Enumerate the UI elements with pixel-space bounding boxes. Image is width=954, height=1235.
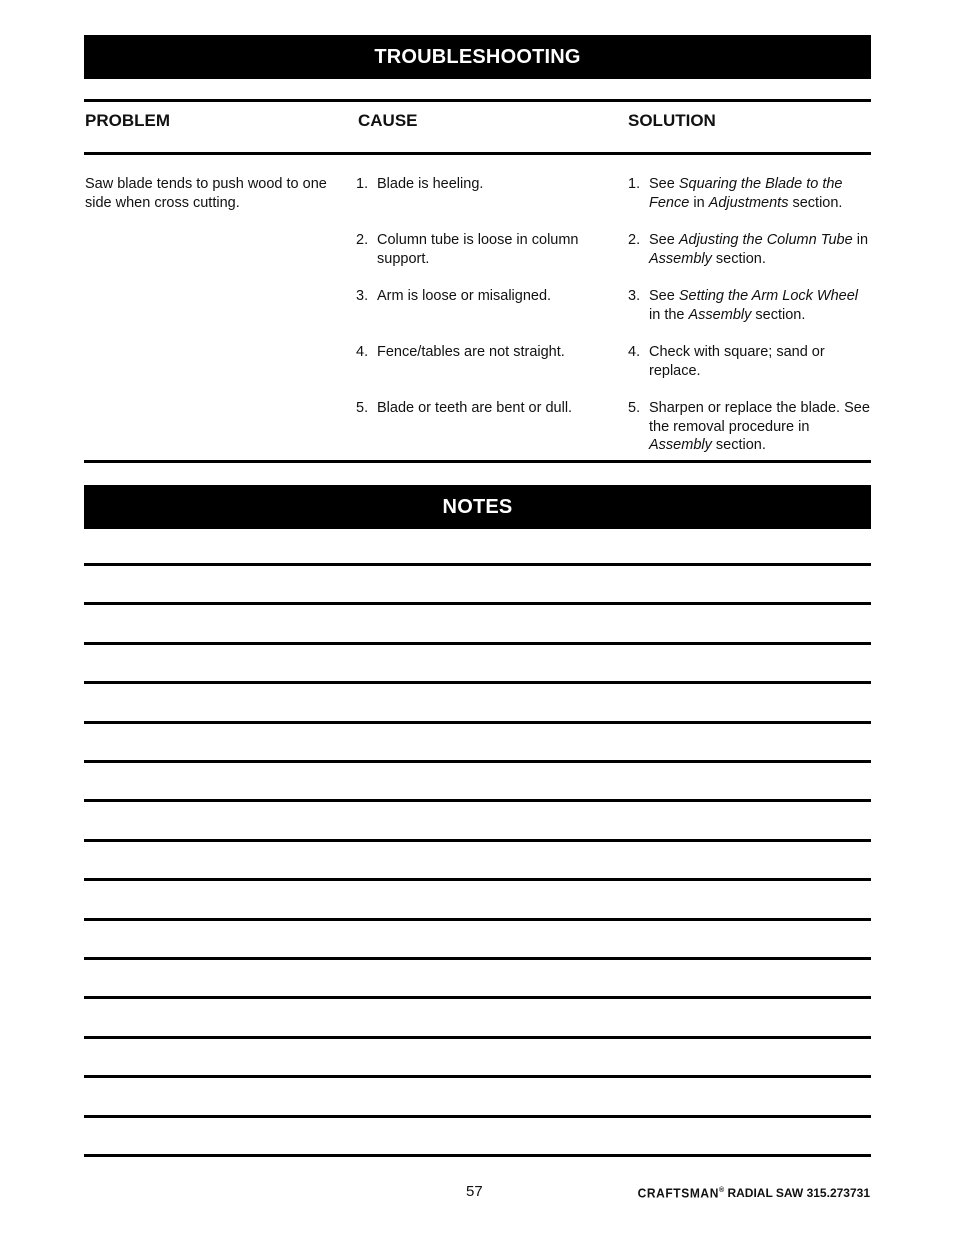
footer-brand [638,1186,870,1200]
solution-number: 2. [628,232,641,248]
note-line [84,1036,871,1039]
note-line [84,839,871,842]
solution-text: See Squaring the Blade to the Fence in Adjustments section. [649,176,843,211]
solution-text: See Setting the Arm Lock Wheel in the Assembly section. [649,288,859,323]
note-line [84,996,871,999]
note-line [84,760,871,763]
solution-number: 4. [628,344,641,360]
note-line [84,602,871,605]
registered-mark: ® [718,1187,725,1194]
note-line [84,878,871,881]
solution-text: Check with square; sand or replace. [649,344,825,379]
solution-number: 5. [628,400,641,416]
note-line [84,1075,871,1078]
troubleshooting-title: TROUBLESHOOTING [374,46,581,68]
note-line [84,681,871,684]
cause-text: Fence/tables are not straight. [377,344,565,360]
solution-number: 1. [628,176,641,192]
solution-number: 3. [628,288,641,304]
note-line [84,918,871,921]
solution-text: Sharpen or replace the blade. See the removal procedure in Assembly section. [649,400,870,454]
cause-text: Column tube is loose in column support. [377,232,579,267]
note-line [84,1115,871,1118]
note-line [84,1154,871,1157]
troubleshooting-banner [84,35,871,79]
note-line [84,563,871,566]
cause-text: Blade or teeth are bent or dull. [377,400,573,416]
solution-text: See Adjusting the Column Tube in Assembly section. [649,232,869,267]
cause-text: Arm is loose or misaligned. [377,288,552,304]
problem-header: PROBLEM [85,111,170,130]
note-line [84,721,871,724]
product-name: RADIAL SAW 315.273731 [724,1186,870,1200]
header-bottom-rule [84,152,871,155]
notes-banner [84,485,871,529]
note-line [84,957,871,960]
table-top-rule [84,99,871,102]
cause-number: 1. [356,176,369,192]
cause-number: 5. [356,400,369,416]
cause-header: CAUSE [358,111,418,130]
cause-number: 4. [356,344,369,360]
cause-number: 3. [356,288,369,304]
craftsman-logo: CRAFTSMAN [637,1185,719,1201]
notes-title: NOTES [442,496,513,518]
note-line [84,642,871,645]
table-bottom-rule [84,460,871,463]
cause-text: Blade is heeling. [377,176,484,192]
solution-header: SOLUTION [628,111,716,130]
problem-text: Saw blade tends to push wood to one side when cross cutting. [85,176,327,211]
cause-number: 2. [356,232,369,248]
note-line [84,799,871,802]
page-number: 57 [466,1183,483,1200]
